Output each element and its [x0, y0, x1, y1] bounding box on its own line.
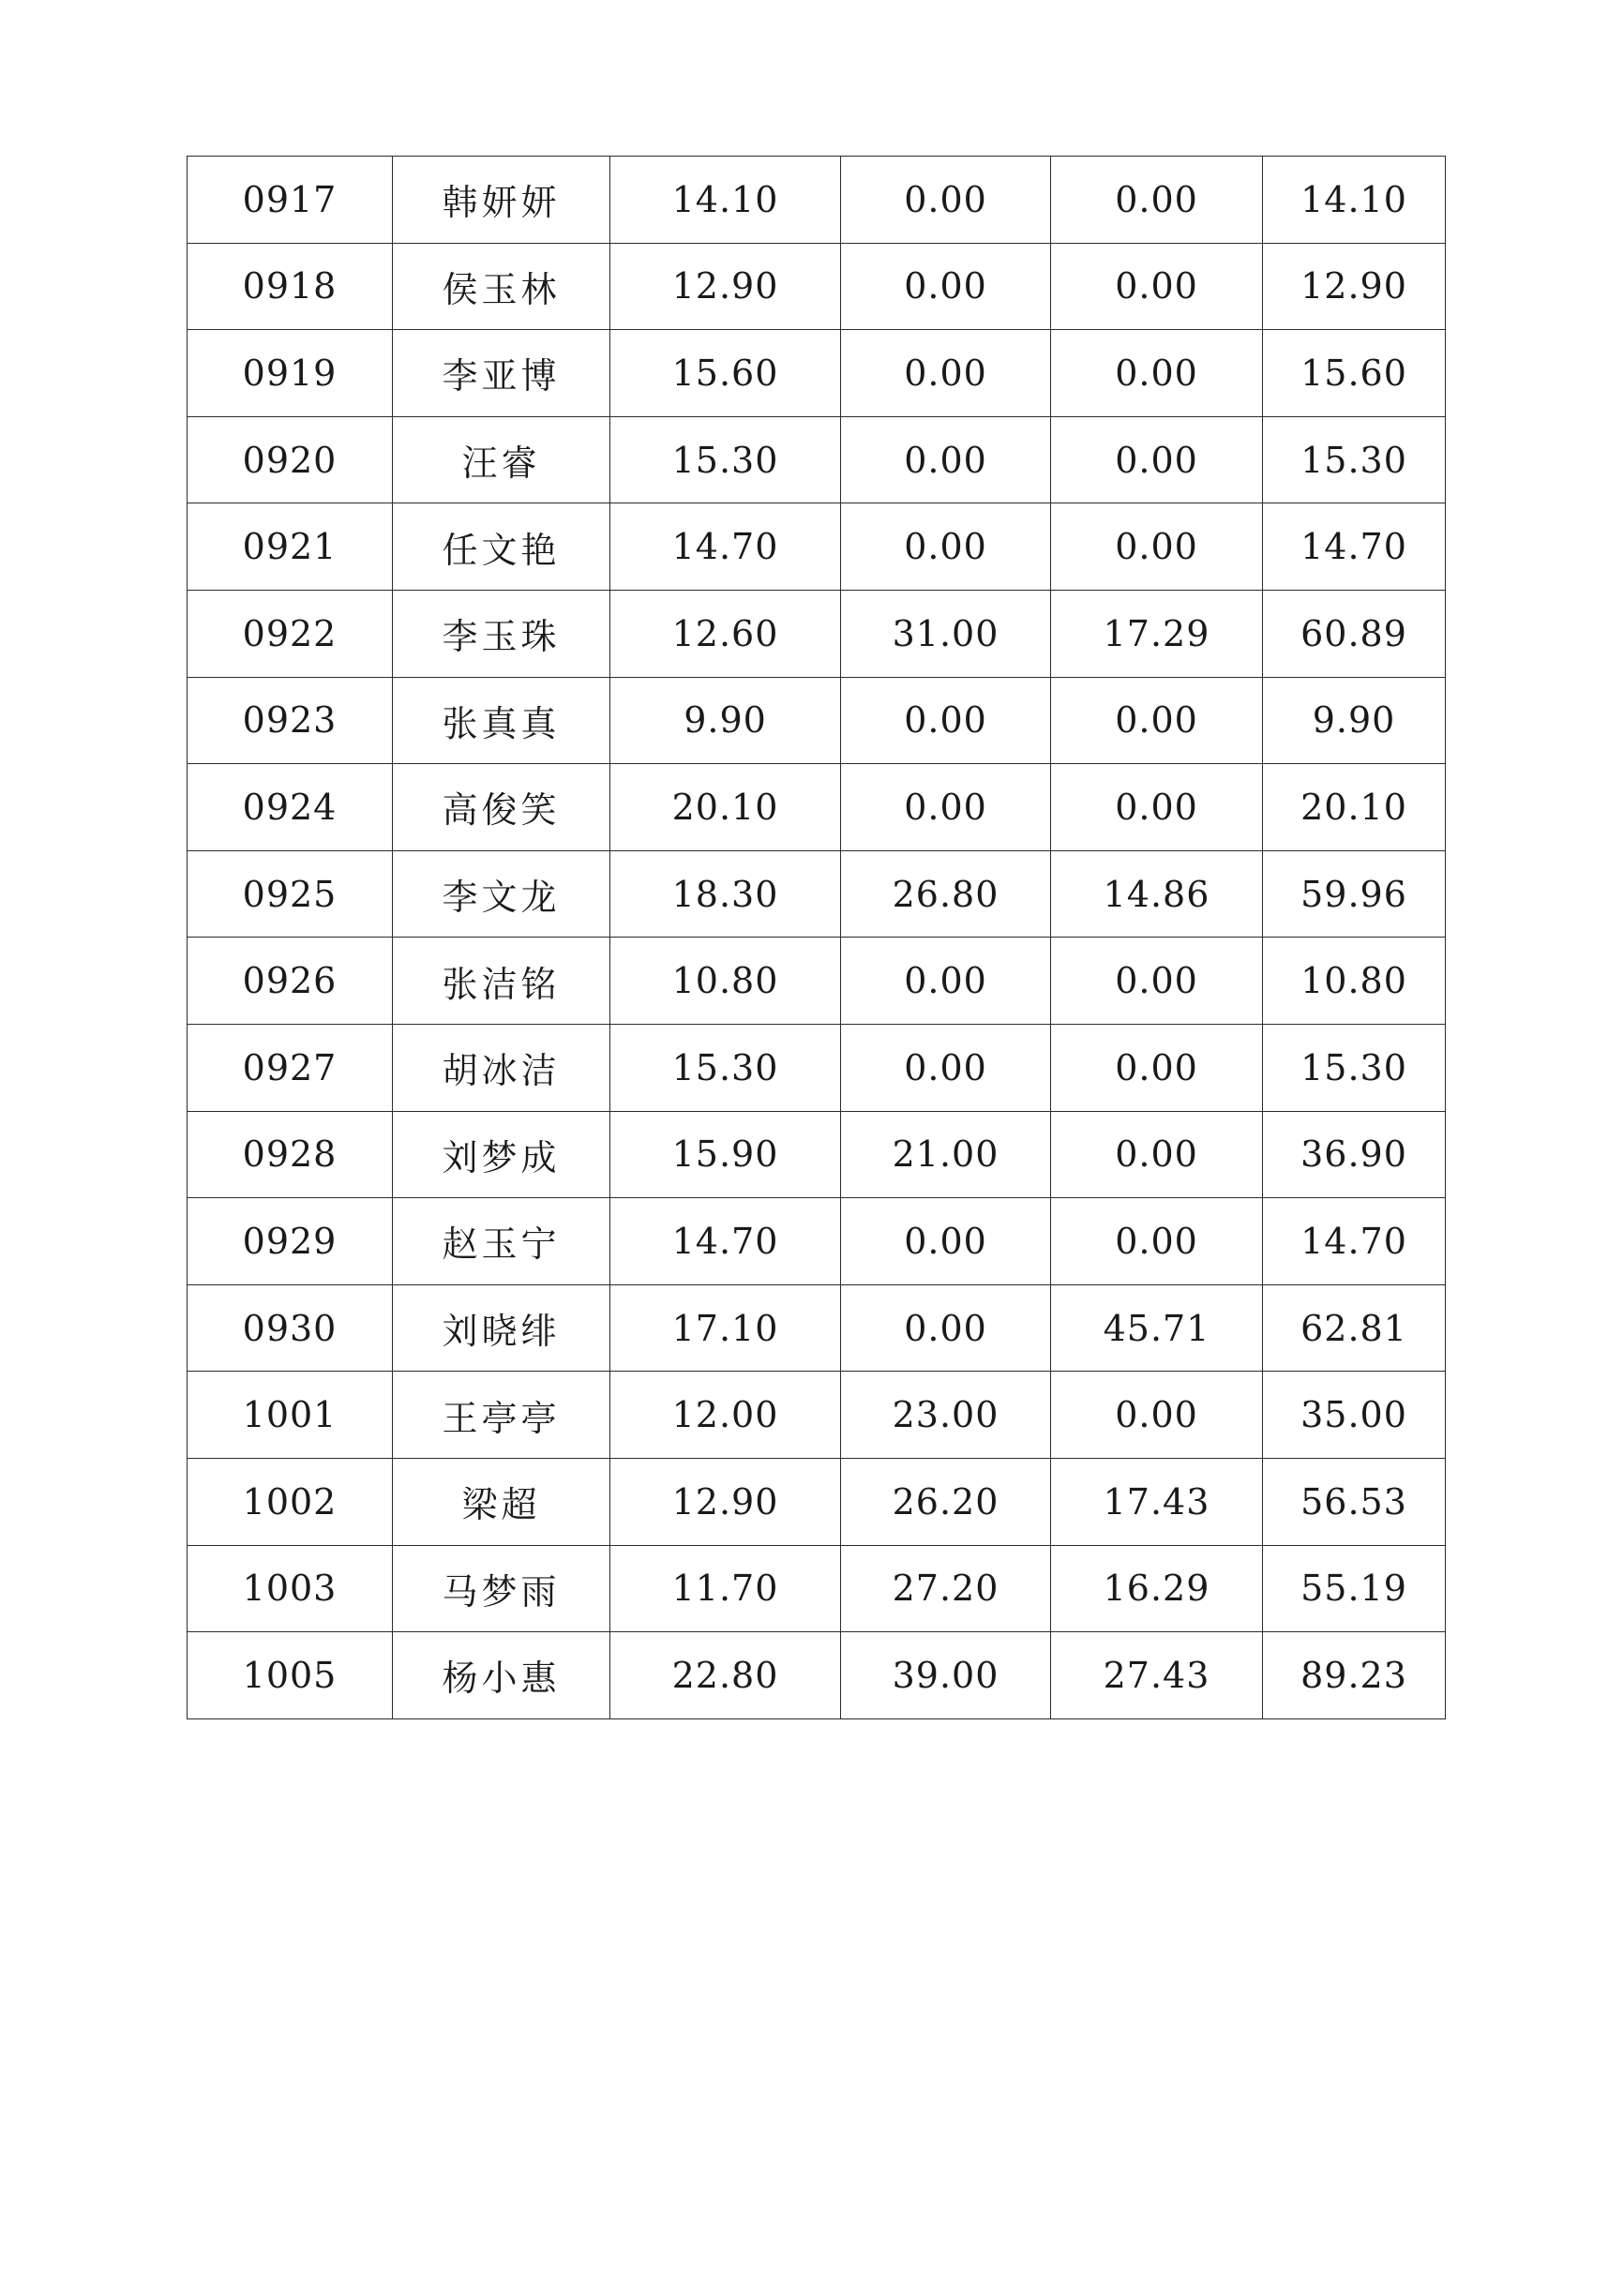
- cell-id: 0923: [188, 677, 393, 764]
- table-row: [188, 243, 1446, 330]
- cell-value-3: 27.43: [1051, 1632, 1263, 1719]
- score-table: [187, 156, 1446, 1719]
- cell-id: 0917: [188, 157, 393, 244]
- cell-name: 张真真: [393, 677, 610, 764]
- table-row: [188, 157, 1446, 244]
- cell-id: 0922: [188, 590, 393, 677]
- cell-value-3: 17.29: [1051, 590, 1263, 677]
- table-row: [188, 1545, 1446, 1632]
- cell-value-1: 12.90: [610, 243, 841, 330]
- cell-value-3: 0.00: [1051, 416, 1263, 503]
- cell-id: 1002: [188, 1458, 393, 1545]
- cell-value-2: 26.20: [841, 1458, 1051, 1545]
- cell-value-2: 0.00: [841, 503, 1051, 591]
- cell-id: 0920: [188, 416, 393, 503]
- cell-total: 62.81: [1263, 1284, 1446, 1372]
- cell-value-2: 31.00: [841, 590, 1051, 677]
- cell-id: 0928: [188, 1111, 393, 1198]
- cell-value-3: 0.00: [1051, 1024, 1263, 1111]
- cell-name: 胡冰洁: [393, 1024, 610, 1111]
- cell-value-2: 23.00: [841, 1372, 1051, 1459]
- cell-name: 杨小惠: [393, 1632, 610, 1719]
- cell-value-1: 15.60: [610, 330, 841, 417]
- cell-value-2: 0.00: [841, 938, 1051, 1025]
- cell-total: 9.90: [1263, 677, 1446, 764]
- cell-name: 马梦雨: [393, 1545, 610, 1632]
- cell-value-1: 14.10: [610, 157, 841, 244]
- cell-value-3: 0.00: [1051, 938, 1263, 1025]
- table-row: [188, 1111, 1446, 1198]
- cell-total: 59.96: [1263, 850, 1446, 938]
- cell-value-1: 14.70: [610, 1198, 841, 1285]
- table-row: [188, 1024, 1446, 1111]
- table-row: [188, 590, 1446, 677]
- table-row: [188, 1632, 1446, 1719]
- cell-value-2: 0.00: [841, 1284, 1051, 1372]
- cell-id: 1003: [188, 1545, 393, 1632]
- cell-value-3: 0.00: [1051, 764, 1263, 851]
- cell-total: 15.60: [1263, 330, 1446, 417]
- cell-name: 李文龙: [393, 850, 610, 938]
- cell-id: 0926: [188, 938, 393, 1025]
- cell-value-1: 20.10: [610, 764, 841, 851]
- table-body: [188, 157, 1446, 1719]
- cell-name: 梁超: [393, 1458, 610, 1545]
- cell-id: 0918: [188, 243, 393, 330]
- cell-value-3: 0.00: [1051, 677, 1263, 764]
- cell-name: 刘梦成: [393, 1111, 610, 1198]
- cell-value-2: 26.80: [841, 850, 1051, 938]
- table-row: [188, 938, 1446, 1025]
- cell-name: 李玉珠: [393, 590, 610, 677]
- cell-value-2: 27.20: [841, 1545, 1051, 1632]
- table-row: [188, 1458, 1446, 1545]
- cell-name: 刘晓绯: [393, 1284, 610, 1372]
- cell-value-3: 45.71: [1051, 1284, 1263, 1372]
- table-row: [188, 503, 1446, 591]
- cell-id: 1001: [188, 1372, 393, 1459]
- cell-value-3: 0.00: [1051, 1372, 1263, 1459]
- cell-value-2: 0.00: [841, 764, 1051, 851]
- cell-total: 12.90: [1263, 243, 1446, 330]
- table-row: [188, 1198, 1446, 1285]
- cell-total: 36.90: [1263, 1111, 1446, 1198]
- cell-id: 0921: [188, 503, 393, 591]
- table-row: [188, 764, 1446, 851]
- cell-name: 汪睿: [393, 416, 610, 503]
- cell-value-1: 12.00: [610, 1372, 841, 1459]
- cell-value-2: 0.00: [841, 1024, 1051, 1111]
- cell-value-1: 15.30: [610, 416, 841, 503]
- cell-value-2: 0.00: [841, 1198, 1051, 1285]
- cell-name: 高俊笑: [393, 764, 610, 851]
- cell-name: 赵玉宁: [393, 1198, 610, 1285]
- cell-id: 0919: [188, 330, 393, 417]
- table-row: [188, 416, 1446, 503]
- cell-value-3: 0.00: [1051, 1111, 1263, 1198]
- cell-total: 55.19: [1263, 1545, 1446, 1632]
- cell-value-1: 10.80: [610, 938, 841, 1025]
- cell-total: 14.70: [1263, 503, 1446, 591]
- cell-id: 0930: [188, 1284, 393, 1372]
- cell-total: 35.00: [1263, 1372, 1446, 1459]
- cell-id: 0929: [188, 1198, 393, 1285]
- cell-value-1: 12.90: [610, 1458, 841, 1545]
- table-row: [188, 850, 1446, 938]
- cell-value-2: 0.00: [841, 677, 1051, 764]
- cell-total: 15.30: [1263, 1024, 1446, 1111]
- cell-total: 14.10: [1263, 157, 1446, 244]
- cell-value-2: 39.00: [841, 1632, 1051, 1719]
- cell-total: 60.89: [1263, 590, 1446, 677]
- cell-value-2: 0.00: [841, 243, 1051, 330]
- cell-value-1: 17.10: [610, 1284, 841, 1372]
- cell-total: 89.23: [1263, 1632, 1446, 1719]
- cell-value-1: 22.80: [610, 1632, 841, 1719]
- cell-value-3: 0.00: [1051, 330, 1263, 417]
- cell-value-1: 18.30: [610, 850, 841, 938]
- cell-value-2: 0.00: [841, 330, 1051, 417]
- table-row: [188, 1372, 1446, 1459]
- cell-value-1: 11.70: [610, 1545, 841, 1632]
- cell-name: 张洁铭: [393, 938, 610, 1025]
- table-row: [188, 1284, 1446, 1372]
- cell-value-1: 15.90: [610, 1111, 841, 1198]
- table-row: [188, 330, 1446, 417]
- cell-value-3: 16.29: [1051, 1545, 1263, 1632]
- cell-name: 韩妍妍: [393, 157, 610, 244]
- cell-value-3: 14.86: [1051, 850, 1263, 938]
- cell-value-3: 0.00: [1051, 1198, 1263, 1285]
- cell-id: 0924: [188, 764, 393, 851]
- cell-value-2: 0.00: [841, 157, 1051, 244]
- cell-value-3: 0.00: [1051, 243, 1263, 330]
- cell-name: 王亭亭: [393, 1372, 610, 1459]
- cell-total: 10.80: [1263, 938, 1446, 1025]
- cell-name: 李亚博: [393, 330, 610, 417]
- cell-value-1: 12.60: [610, 590, 841, 677]
- cell-value-1: 14.70: [610, 503, 841, 591]
- cell-value-3: 0.00: [1051, 157, 1263, 244]
- cell-value-1: 9.90: [610, 677, 841, 764]
- cell-id: 1005: [188, 1632, 393, 1719]
- cell-total: 56.53: [1263, 1458, 1446, 1545]
- cell-name: 侯玉林: [393, 243, 610, 330]
- cell-value-1: 15.30: [610, 1024, 841, 1111]
- cell-value-3: 17.43: [1051, 1458, 1263, 1545]
- cell-value-2: 0.00: [841, 416, 1051, 503]
- cell-total: 20.10: [1263, 764, 1446, 851]
- cell-id: 0927: [188, 1024, 393, 1111]
- cell-value-3: 0.00: [1051, 503, 1263, 591]
- cell-id: 0925: [188, 850, 393, 938]
- cell-total: 14.70: [1263, 1198, 1446, 1285]
- cell-name: 任文艳: [393, 503, 610, 591]
- cell-total: 15.30: [1263, 416, 1446, 503]
- table-row: [188, 677, 1446, 764]
- cell-value-2: 21.00: [841, 1111, 1051, 1198]
